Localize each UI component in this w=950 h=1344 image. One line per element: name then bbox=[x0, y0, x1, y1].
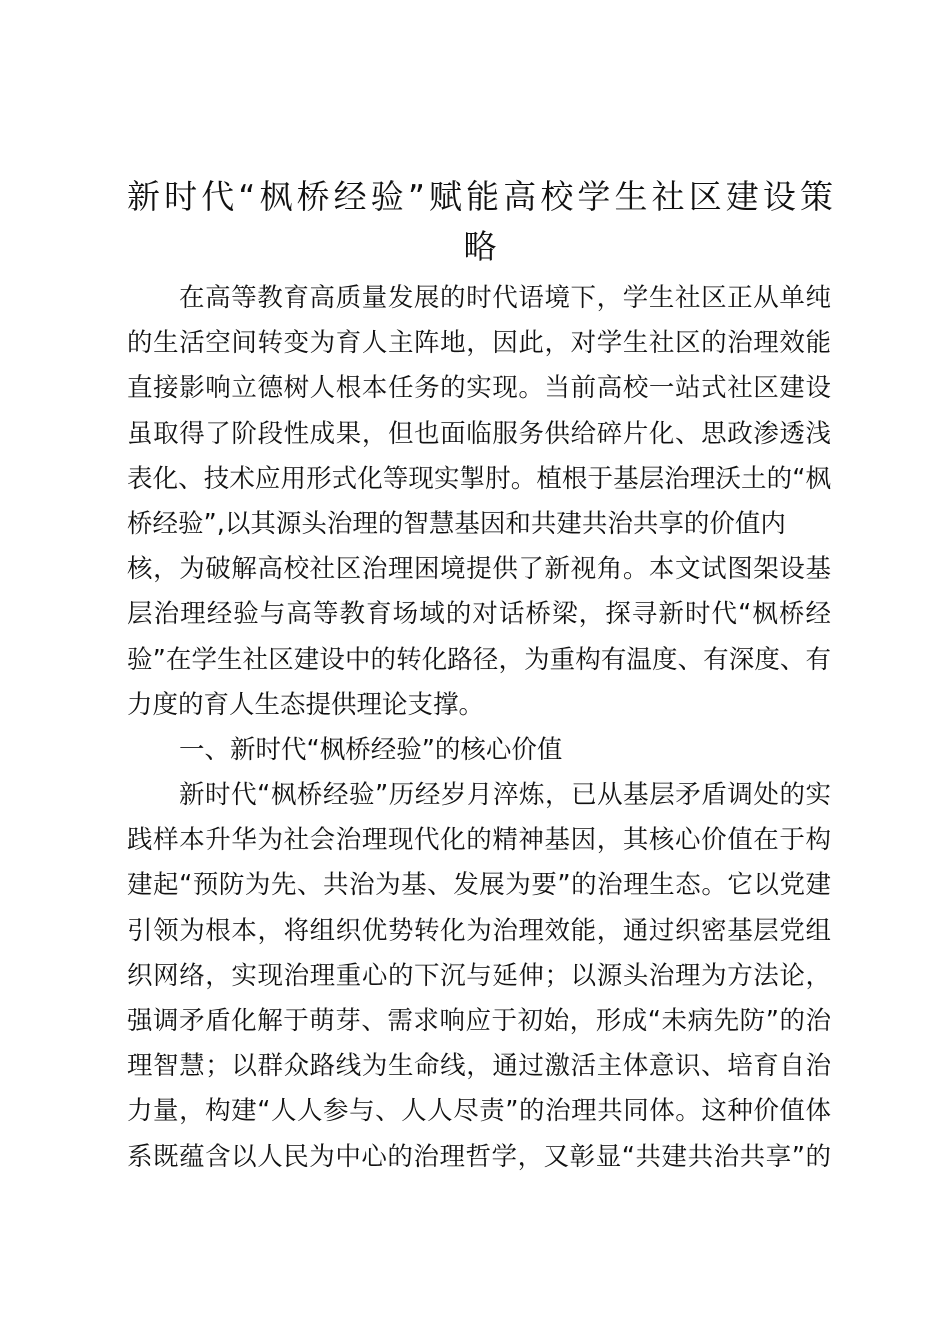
text-line: 引领为根本，将组织优势转化为治理效能，通过织密基层党组 bbox=[127, 915, 831, 946]
document-body bbox=[127, 276, 831, 1180]
section-paragraph bbox=[127, 773, 831, 1180]
text-line: 在高等教育高质量发展的时代语境下，学生社区正从单纯 bbox=[179, 283, 831, 313]
text-line: 验”在学生社区建设中的转化路径，为重构有温度、有深度、有 bbox=[127, 644, 831, 675]
text-line: 层治理经验与高等教育场域的对话桥梁，探寻新时代“枫桥经 bbox=[127, 599, 831, 630]
title-line-2: 略 bbox=[463, 227, 497, 266]
text-line: 的生活空间转变为育人主阵地，因此，对学生社区的治理效能 bbox=[127, 328, 831, 359]
text-line: 践样本升华为社会治理现代化的精神基因，其核心价值在于构 bbox=[127, 825, 831, 856]
text-line: 强调矛盾化解于萌芽、需求响应于初始，形成“未病先防”的治 bbox=[127, 1006, 831, 1036]
text-line: 表化、技术应用形式化等现实掣肘。植根于基层治理沃土的“枫 bbox=[127, 463, 831, 494]
document-title bbox=[127, 172, 833, 272]
text-line: 力度的育人生态提供理论支撑。 bbox=[127, 689, 485, 720]
text-line: 核，为破解高校社区治理困境提供了新视角。本文试图架设基 bbox=[127, 554, 831, 585]
text-line: 建起“预防为先、共治为基、发展为要”的治理生态。它以党建 bbox=[127, 870, 831, 901]
text-line: 系既蕴含以人民为中心的治理哲学，又彰显“共建共治共享”的 bbox=[127, 1141, 831, 1172]
text-line: 虽取得了阶段性成果，但也面临服务供给碎片化、思政渗透浅 bbox=[127, 418, 831, 449]
section-heading: 一、新时代“枫桥经验”的核心价值 bbox=[179, 734, 563, 765]
text-line: 直接影响立德树人根本任务的实现。当前高校一站式社区建设 bbox=[127, 373, 831, 404]
text-line: 新时代“枫桥经验”历经岁月淬炼，已从基层矛盾调处的实 bbox=[179, 780, 831, 811]
text-line: 织网络，实现治理重心的下沉与延伸；以源头治理为方法论， bbox=[127, 960, 831, 991]
intro-paragraph bbox=[127, 276, 831, 728]
title-line-1: 新时代“枫桥经验”赋能高校学生社区建设策 bbox=[127, 177, 833, 216]
text-line: 理智慧；以群众路线为生命线，通过激活主体意识、培育自治 bbox=[127, 1051, 831, 1082]
text-line: 力量，构建“人人参与、人人尽责”的治理共同体。这种价值体 bbox=[127, 1096, 831, 1127]
text-line: 桥经验”,以其源头治理的智慧基因和共建共治共享的价值内 bbox=[127, 508, 786, 539]
